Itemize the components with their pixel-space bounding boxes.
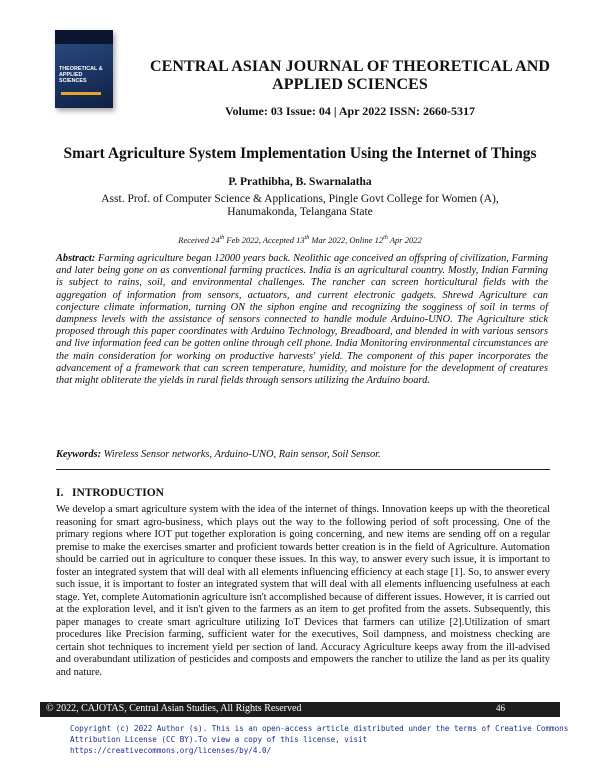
online-suffix: th [383, 235, 388, 242]
license-line-2: Attribution License (CC BY).To view a copy of this license, visit https://creativecommons.org/licenses/by/4.0/ [70, 735, 368, 755]
footer-bar [40, 702, 560, 717]
page-number: 46 [496, 703, 505, 713]
accepted-suffix: th [304, 235, 310, 242]
volume-issue-line: Volume: 03 Issue: 04 | Apr 2022 ISSN: 2660-5317 [224, 104, 475, 118]
received-suffix: th [219, 235, 225, 242]
keywords [56, 449, 548, 460]
accepted-date: Feb 2022, Accepted 13 [224, 235, 305, 245]
authors: P. Prathibha, B. Swarnalatha [228, 176, 372, 188]
cover-title-text: THEORETICAL & APPLIED SCIENCES [59, 66, 103, 84]
paper-title: Smart Agriculture System Implementation Using the Internet of Things [63, 145, 537, 162]
keywords-label: Keywords: [56, 449, 102, 460]
abstract-text: Farming agriculture began 12000 years back. Neolithic age conceived an offspring of civilization, Farming and later being gone on as conventional farming practices. India is an agricultural country. Mostly, Indian Farming is subject to rains, soil, and environmental challenges. The rancher can screen horticultural fields with the aggregation of information from sensors, actuators, and current electronic gadgets. Shrewd Agriculture can conjecture climate information, turning ON the siphon engine and recognizing the sogginess of soil in terms of dampness levels with the assistance of sensors connected to handle module Arduino-UNO. The Agriculture stick proposed through this paper coordinates with Arduino Technology, Breadboard, and blended in with various sensors and live information feed can be gotten online through cell phone. India Monitoring environmental circumstances are the main consideration for working on productive harvests' yield. The component of this paper incorporates the advancement of a framework that can screen temperature, humidity, and moisture for the development of creatures that might obliterate the yields in rural fields through sensors utilizing the Arduino board. [56, 253, 548, 387]
divider-rule [56, 469, 550, 470]
dates-line [40, 235, 560, 245]
footer-copyright: © 2022, CAJOTAS, Central Asian Studies, All Rights Reserved [46, 703, 302, 714]
journal-title: CENTRAL ASIAN JOURNAL OF THEORETICAL AND APPLIED SCIENCES [149, 58, 551, 93]
abstract-label: Abstract: [56, 253, 96, 264]
license-line-1: Copyright (c) 2022 Author (s). This is an open-access article distributed under the terms of Creative Commons [70, 724, 569, 733]
affiliation: Asst. Prof. of Computer Science & Applications, Pingle Govt College for Women (A), Hanumakonda, Telangana State [101, 193, 499, 218]
introduction-body: We develop a smart agriculture system with the idea of the internet of things. Innovation keeps up with the theoretical reasoning for smart agro-business, which plays out the way to the following period of soft processing. One of the primary regions where IOT put together exploration is going concerning, and new items are sending off on a regular premise to make the exercises smarter and proficient towards better creation is in the field of Agriculture. Automation should be carried out in agriculture to conquer these issues. In this way, to answer every such issue, it is important to foster an integrated system that will deal with all elements influencing efficiency at each stage [1]. So, to answer every such issue, it is important to foster an integrated system that will deal with all elements influencing usefulness at each stage. Yet, complete Automationin agriculture isn't accomplished because of different issues. However, it is carried out at the exploration level, and it isn't given to the farmers as an item to get profited from the assets. Subsequently, this paper manages to create smart agriculture utilizing IoT Devices that farmers can utilize [2].Utilization of smart procedures like Precision farming, sufficient water for the executives, Soil dampness, and moistness checking are certain shot techniques to increment yield per section of land. Accuracy Agriculture keeps away from the ill-advised and overabundant utilization of pesticides and composts and empowers the rancher to utilize the land as per its quality and nature. [56, 504, 550, 678]
section-heading: I. INTRODUCTION [56, 487, 164, 499]
online-date: Mar 2022, Online 12 [309, 235, 384, 245]
online-year: Apr 2022 [387, 235, 422, 245]
received-date: Received 24 [178, 235, 220, 245]
license-notice [50, 723, 570, 756]
cover-band [55, 30, 113, 44]
keywords-text: Wireless Sensor networks, Arduino-UNO, Rain sensor, Soil Sensor. [103, 449, 381, 460]
cover-accent-bar [61, 92, 101, 95]
journal-cover-image [55, 30, 113, 108]
abstract [56, 253, 548, 387]
